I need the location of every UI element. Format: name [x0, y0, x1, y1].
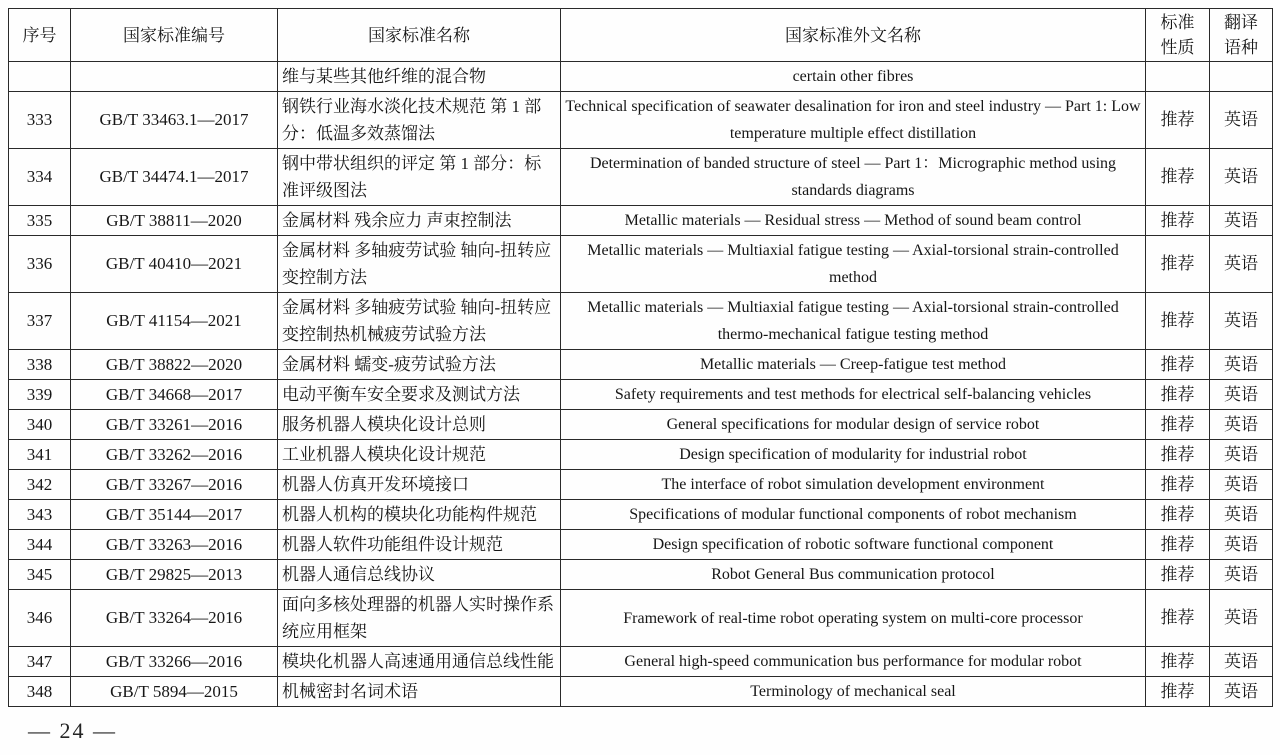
table-row	[9, 293, 1273, 350]
cell-standard-nature: 推荐	[1146, 410, 1210, 440]
cell-standard-name-en: Terminology of mechanical seal	[561, 677, 1146, 707]
table-row	[9, 149, 1273, 206]
cell-standard-name-zh: 机器人机构的模块化功能构件规范	[278, 500, 561, 530]
table-row	[9, 590, 1273, 647]
cell-standard-nature: 推荐	[1146, 590, 1210, 647]
header-cell-code: 国家标准编号	[71, 9, 278, 62]
cell-translation-language: 英语	[1210, 149, 1273, 206]
cell-standard-nature: 推荐	[1146, 293, 1210, 350]
cell-seq: 333	[9, 92, 71, 149]
table-row	[9, 236, 1273, 293]
cell-standard-name-zh: 服务机器人模块化设计总则	[278, 410, 561, 440]
cell-seq: 346	[9, 590, 71, 647]
cell-translation-language	[1210, 62, 1273, 92]
cell-translation-language: 英语	[1210, 530, 1273, 560]
cell-standard-nature: 推荐	[1146, 440, 1210, 470]
cell-translation-language: 英语	[1210, 206, 1273, 236]
cell-translation-language: 英语	[1210, 677, 1273, 707]
cell-standard-code: GB/T 29825—2013	[71, 560, 278, 590]
cell-seq: 347	[9, 647, 71, 677]
cell-seq: 348	[9, 677, 71, 707]
cell-seq: 338	[9, 350, 71, 380]
cell-standard-name-zh: 金属材料 残余应力 声束控制法	[278, 206, 561, 236]
cell-standard-code: GB/T 38811—2020	[71, 206, 278, 236]
cell-seq: 342	[9, 470, 71, 500]
cell-seq	[9, 62, 71, 92]
cell-standard-code: GB/T 41154—2021	[71, 293, 278, 350]
table-row	[9, 530, 1273, 560]
table-row	[9, 410, 1273, 440]
cell-seq: 343	[9, 500, 71, 530]
cell-translation-language: 英语	[1210, 380, 1273, 410]
cell-standard-name-en: Safety requirements and test methods for electrical self-balancing vehicles	[561, 380, 1146, 410]
cell-translation-language: 英语	[1210, 440, 1273, 470]
cell-seq: 344	[9, 530, 71, 560]
cell-standard-code: GB/T 33463.1—2017	[71, 92, 278, 149]
cell-standard-code: GB/T 38822—2020	[71, 350, 278, 380]
cell-standard-nature: 推荐	[1146, 380, 1210, 410]
cell-standard-code: GB/T 33266—2016	[71, 647, 278, 677]
cell-standard-name-zh: 机械密封名词术语	[278, 677, 561, 707]
cell-translation-language: 英语	[1210, 236, 1273, 293]
cell-standard-code: GB/T 33264—2016	[71, 590, 278, 647]
table-row	[9, 206, 1273, 236]
cell-standard-name-en: Framework of real-time robot operating system on multi-core processor	[561, 590, 1146, 647]
cell-standard-nature: 推荐	[1146, 470, 1210, 500]
cell-standard-name-zh: 钢铁行业海水淡化技术规范 第 1 部分：低温多效蒸馏法	[278, 92, 561, 149]
cell-standard-name-en: Robot General Bus communication protocol	[561, 560, 1146, 590]
cell-standard-nature: 推荐	[1146, 500, 1210, 530]
cell-translation-language: 英语	[1210, 293, 1273, 350]
cell-standard-name-en: certain other fibres	[561, 62, 1146, 92]
cell-standard-name-en: Technical specification of seawater desalination for iron and steel industry — Part 1: Low temperature multiple effect distillation	[561, 92, 1146, 149]
cell-standard-name-zh: 钢中带状组织的评定 第 1 部分：标准评级图法	[278, 149, 561, 206]
cell-standard-name-zh: 工业机器人模块化设计规范	[278, 440, 561, 470]
cell-translation-language: 英语	[1210, 647, 1273, 677]
table-row	[9, 62, 1273, 92]
cell-standard-name-zh: 金属材料 蠕变-疲劳试验方法	[278, 350, 561, 380]
cell-standard-nature: 推荐	[1146, 350, 1210, 380]
cell-seq: 335	[9, 206, 71, 236]
cell-translation-language: 英语	[1210, 470, 1273, 500]
cell-standard-nature: 推荐	[1146, 236, 1210, 293]
cell-standard-name-en: Metallic materials — Creep-fatigue test method	[561, 350, 1146, 380]
cell-standard-code: GB/T 33261—2016	[71, 410, 278, 440]
cell-standard-nature: 推荐	[1146, 92, 1210, 149]
cell-standard-nature: 推荐	[1146, 560, 1210, 590]
cell-seq: 334	[9, 149, 71, 206]
cell-standard-name-zh: 金属材料 多轴疲劳试验 轴向-扭转应变控制方法	[278, 236, 561, 293]
cell-standard-code: GB/T 5894—2015	[71, 677, 278, 707]
header-cell-nature	[1146, 9, 1210, 62]
header-cell-nature-line1: 标准	[1160, 13, 1195, 32]
cell-seq: 345	[9, 560, 71, 590]
cell-standard-name-en: Specifications of modular functional components of robot mechanism	[561, 500, 1146, 530]
cell-standard-name-en: Metallic materials — Multiaxial fatigue testing — Axial-torsional strain-controlled method	[561, 236, 1146, 293]
cell-translation-language: 英语	[1210, 92, 1273, 149]
cell-standard-name-en: Determination of banded structure of steel — Part 1：Micrographic method using standards diagrams	[561, 149, 1146, 206]
cell-standard-name-zh: 机器人软件功能组件设计规范	[278, 530, 561, 560]
cell-standard-name-zh: 模块化机器人高速通用通信总线性能	[278, 647, 561, 677]
cell-seq: 341	[9, 440, 71, 470]
cell-translation-language: 英语	[1210, 560, 1273, 590]
cell-standard-name-en: Design specification of modularity for industrial robot	[561, 440, 1146, 470]
cell-standard-code	[71, 62, 278, 92]
standards-table	[8, 8, 1273, 707]
cell-standard-code: GB/T 34668—2017	[71, 380, 278, 410]
header-cell-nature-line2: 性质	[1160, 38, 1195, 57]
cell-standard-name-zh: 机器人通信总线协议	[278, 560, 561, 590]
header-cell-language-line1: 翻译	[1224, 13, 1258, 32]
page-number: — 24 —	[28, 718, 117, 743]
cell-standard-name-zh: 机器人仿真开发环境接口	[278, 470, 561, 500]
header-cell-name-en: 国家标准外文名称	[561, 9, 1146, 62]
cell-standard-name-en: General high-speed communication bus performance for modular robot	[561, 647, 1146, 677]
cell-standard-nature	[1146, 62, 1210, 92]
table-row	[9, 560, 1273, 590]
cell-standard-nature: 推荐	[1146, 677, 1210, 707]
table-row	[9, 380, 1273, 410]
cell-standard-name-zh: 金属材料 多轴疲劳试验 轴向-扭转应变控制热机械疲劳试验方法	[278, 293, 561, 350]
cell-standard-name-zh: 面向多核处理器的机器人实时操作系统应用框架	[278, 590, 561, 647]
cell-seq: 337	[9, 293, 71, 350]
table-row	[9, 440, 1273, 470]
cell-seq: 339	[9, 380, 71, 410]
cell-standard-code: GB/T 35144—2017	[71, 500, 278, 530]
cell-standard-code: GB/T 33262—2016	[71, 440, 278, 470]
cell-standard-name-en: Design specification of robotic software functional component	[561, 530, 1146, 560]
cell-standard-nature: 推荐	[1146, 530, 1210, 560]
cell-standard-code: GB/T 40410—2021	[71, 236, 278, 293]
cell-standard-code: GB/T 34474.1—2017	[71, 149, 278, 206]
table-row	[9, 677, 1273, 707]
cell-standard-code: GB/T 33267—2016	[71, 470, 278, 500]
header-cell-seq: 序号	[9, 9, 71, 62]
cell-standard-nature: 推荐	[1146, 647, 1210, 677]
cell-standard-name-zh: 维与某些其他纤维的混合物	[278, 62, 561, 92]
cell-standard-nature: 推荐	[1146, 149, 1210, 206]
table-row	[9, 500, 1273, 530]
cell-standard-nature: 推荐	[1146, 206, 1210, 236]
cell-seq: 340	[9, 410, 71, 440]
header-row	[9, 9, 1273, 62]
cell-translation-language: 英语	[1210, 590, 1273, 647]
cell-standard-name-en: The interface of robot simulation development environment	[561, 470, 1146, 500]
table-row	[9, 350, 1273, 380]
cell-seq: 336	[9, 236, 71, 293]
table-row	[9, 647, 1273, 677]
table-row	[9, 92, 1273, 149]
header-cell-language-line2: 语种	[1224, 38, 1258, 57]
cell-translation-language: 英语	[1210, 350, 1273, 380]
cell-standard-code: GB/T 33263—2016	[71, 530, 278, 560]
header-cell-name-zh: 国家标准名称	[278, 9, 561, 62]
cell-standard-name-en: Metallic materials — Multiaxial fatigue testing — Axial-torsional strain-controlled thermo-mechanical fatigue testing method	[561, 293, 1146, 350]
cell-standard-name-en: Metallic materials — Residual stress — Method of sound beam control	[561, 206, 1146, 236]
cell-standard-name-en: General specifications for modular design of service robot	[561, 410, 1146, 440]
table-body	[9, 62, 1273, 707]
table-row	[9, 470, 1273, 500]
cell-translation-language: 英语	[1210, 500, 1273, 530]
cell-translation-language: 英语	[1210, 410, 1273, 440]
cell-standard-name-zh: 电动平衡车安全要求及测试方法	[278, 380, 561, 410]
header-cell-language	[1210, 9, 1273, 62]
